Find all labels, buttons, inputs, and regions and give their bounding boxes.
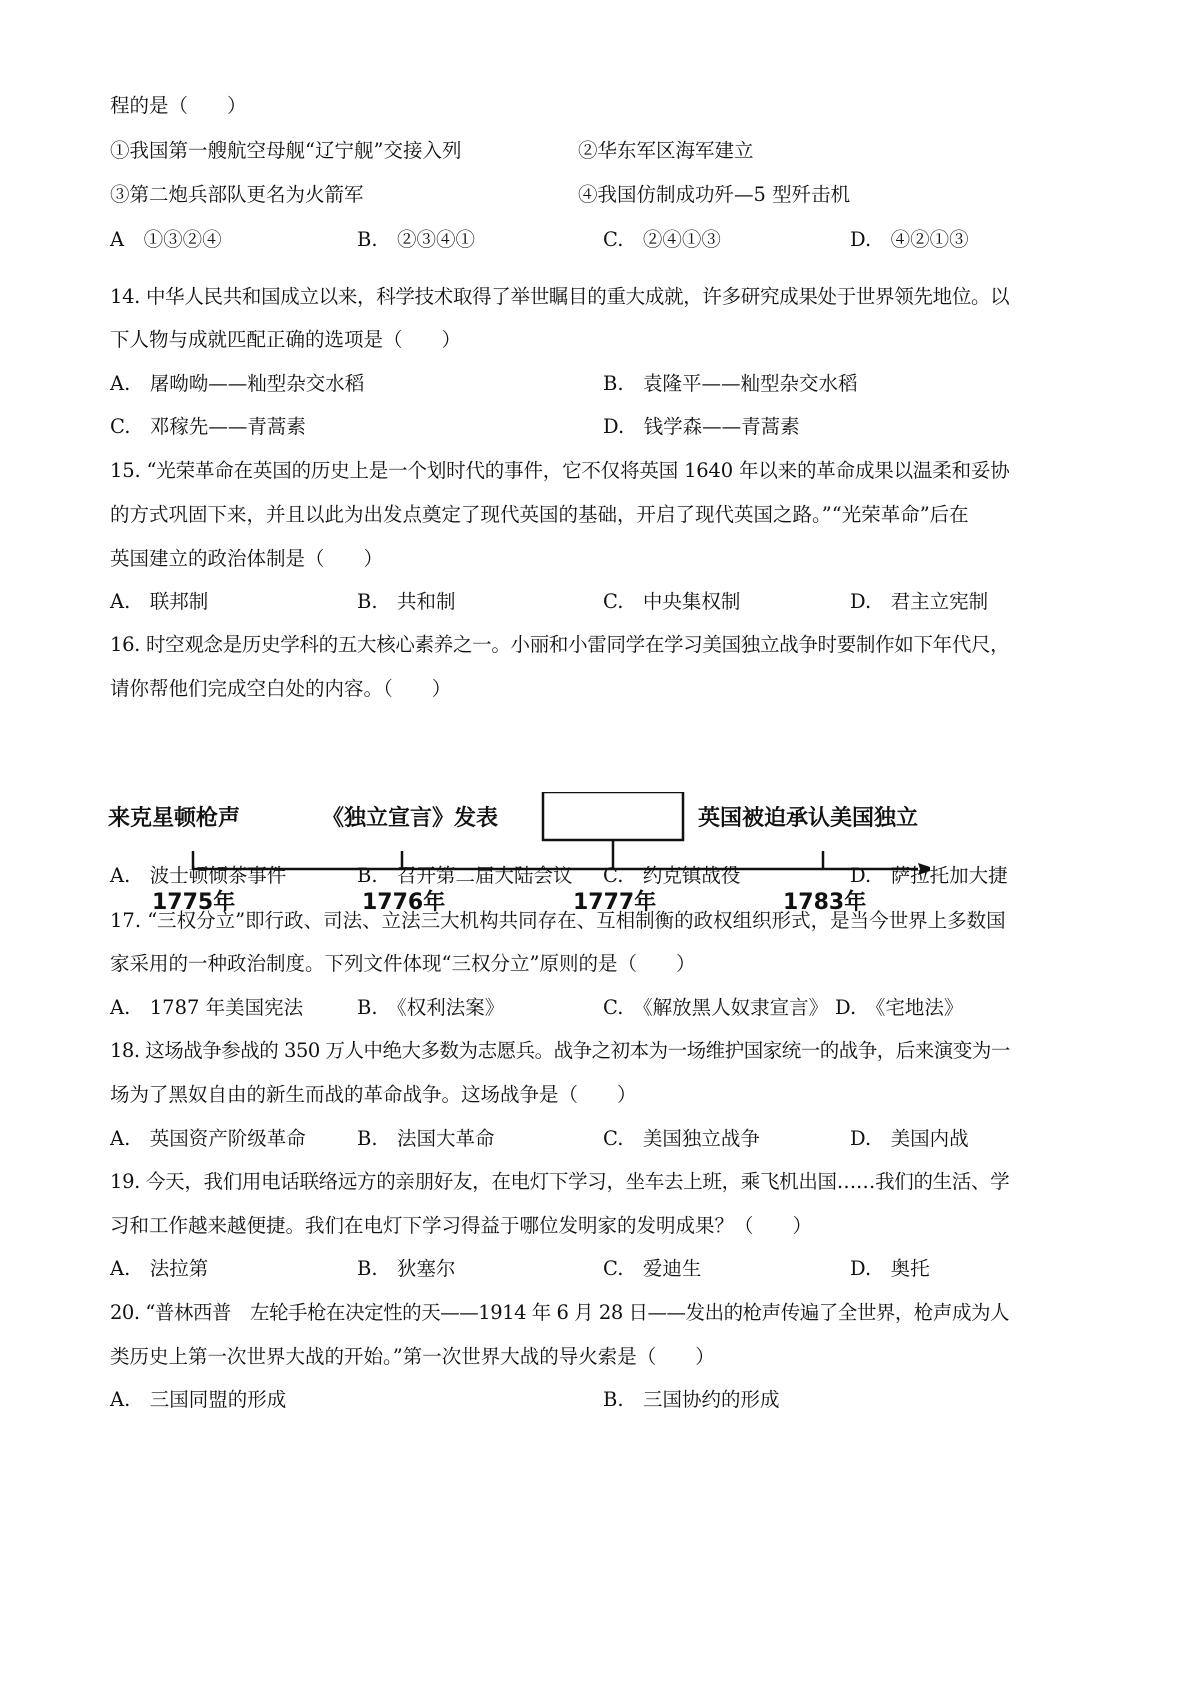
q18-stem-line-2: 场为了黑奴自由的新生而战的革命战争。这场战争是（ ） [110, 1083, 637, 1106]
q18-option-c: C. 美国独立战争 [603, 1127, 760, 1150]
q15-stem-line-1: 15. “光荣革命在英国的历史上是一个划时代的事件，它不仅将英国 1640 年以来的革命成果以温柔和妥协 [110, 459, 1010, 482]
q19-option-d: D. 奥托 [850, 1257, 930, 1280]
timeline-label-britain-recognition: 英国被迫承认美国独立 [698, 806, 919, 831]
q18-option-d: D. 美国内战 [850, 1127, 969, 1150]
q16-option-c: C. 约克镇战役 [603, 864, 741, 887]
q13-item-1: ①我国第一艘航空母舰“辽宁舰”交接入列 [110, 139, 462, 162]
q15-option-b: B. 共和制 [357, 590, 456, 613]
q14-option-a: A. 屠呦呦——籼型杂交水稻 [110, 372, 365, 395]
q13-option-a: A ①③②④ [110, 228, 222, 251]
q17-option-a: A. 1787 年美国宪法 [110, 996, 304, 1019]
q14-option-c: C. 邓稼先——青蒿素 [110, 415, 306, 438]
q16-stem-line-2: 请你帮他们完成空白处的内容。（ ） [110, 677, 452, 700]
q18-option-b: B. 法国大革命 [357, 1127, 495, 1150]
q15-option-d: D. 君主立宪制 [850, 590, 989, 613]
q19-stem-line-2: 习和工作越来越便捷。我们在电灯下学习得益于哪位发明家的发明成果？（ ） [110, 1214, 813, 1237]
q18-option-a: A. 英国资产阶级革命 [110, 1127, 306, 1150]
timeline-year-1783: 1783年 [783, 890, 867, 915]
q19-option-c: C. 爱迪生 [603, 1257, 702, 1280]
timeline-figure [110, 792, 930, 920]
q13-item-3: ③第二炮兵部队更名为火箭军 [110, 183, 364, 206]
q20-option-a: A. 三国同盟的形成 [110, 1388, 287, 1411]
q17-stem-line-2: 家采用的一种政治制度。下列文件体现“三权分立”原则的是（ ） [110, 952, 696, 975]
timeline-year-1775: 1775年 [152, 890, 236, 915]
q13-stem: 程的是（ ） [110, 94, 247, 117]
q19-option-b: B. 狄塞尔 [357, 1257, 456, 1280]
blank-answer-box [543, 792, 683, 840]
q13-item-2: ②华东军区海军建立 [578, 139, 754, 162]
q16-option-d: D. 萨拉托加大捷 [850, 864, 1008, 887]
q19-stem-line-1: 19. 今天，我们用电话联络远方的亲朋好友，在电灯下学习，坐车去上班，乘飞机出国……我们的生活、学 [110, 1170, 1010, 1193]
q15-stem-line-2: 的方式巩固下来，并且以此为出发点奠定了现代英国的基础，开启了现代英国之路。”“光荣革命”后在 [110, 503, 969, 526]
timeline-label-lexington: 来克星顿枪声 [108, 806, 241, 831]
q17-option-c: C. 《解放黑人奴隶宣言》 [603, 996, 829, 1019]
timeline-year-1776: 1776年 [362, 890, 446, 915]
q13-option-d: D. ④②①③ [850, 228, 969, 251]
q16-option-a: A. 波士顿倾茶事件 [110, 864, 287, 887]
q14-stem-line-2: 下人物与成就匹配正确的选项是（ ） [110, 328, 462, 351]
q14-option-b: B. 袁隆平——籼型杂交水稻 [603, 372, 858, 395]
q16-stem-line-1: 16. 时空观念是历史学科的五大核心素养之一。小丽和小雷同学在学习美国独立战争时要制作如下年代尺， [110, 633, 1010, 656]
q14-stem-line-1: 14. 中华人民共和国成立以来，科学技术取得了举世瞩目的重大成就，许多研究成果处于世界领先地位。以 [110, 285, 1010, 308]
q20-stem-line-2: 类历史上第一次世界大战的开始。”第一次世界大战的导火索是（ ） [110, 1345, 715, 1368]
timeline-label-declaration: 《独立宣言》发表 [322, 806, 499, 831]
q18-stem-line-1: 18. 这场战争参战的 350 万人中绝大多数为志愿兵。战争之初本为一场维护国家统一的战争，后来演变为一 [110, 1039, 1010, 1062]
q19-option-a: A. 法拉第 [110, 1257, 209, 1280]
q15-option-a: A. 联邦制 [110, 590, 209, 613]
q16-option-b: B. 召开第二届大陆会议 [357, 864, 573, 887]
timeline-year-1777: 1777年 [573, 890, 657, 915]
q13-option-b: B. ②③④① [357, 228, 476, 251]
q20-option-b: B. 三国协约的形成 [603, 1388, 780, 1411]
q13-option-c: C. ②④①③ [603, 228, 721, 251]
q15-stem-line-3: 英国建立的政治体制是（ ） [110, 547, 384, 570]
q14-option-d: D. 钱学森——青蒿素 [603, 415, 800, 438]
q17-option-d: D. 《宅地法》 [835, 996, 964, 1019]
q13-item-4: ④我国仿制成功歼—5 型歼击机 [578, 183, 851, 206]
q17-option-b: B. 《权利法案》 [357, 996, 505, 1019]
q20-stem-line-1: 20. “普林西普 左轮手枪在决定性的天——1914 年 6 月 28 日——发出的枪声传遍了全世界，枪声成为人 [110, 1301, 1010, 1324]
q15-option-c: C. 中央集权制 [603, 590, 741, 613]
q17-stem-line-1: 17. “三权分立”即行政、司法、立法三大机构共同存在、互相制衡的政权组织形式，是当今世界上多数国 [110, 909, 1006, 932]
